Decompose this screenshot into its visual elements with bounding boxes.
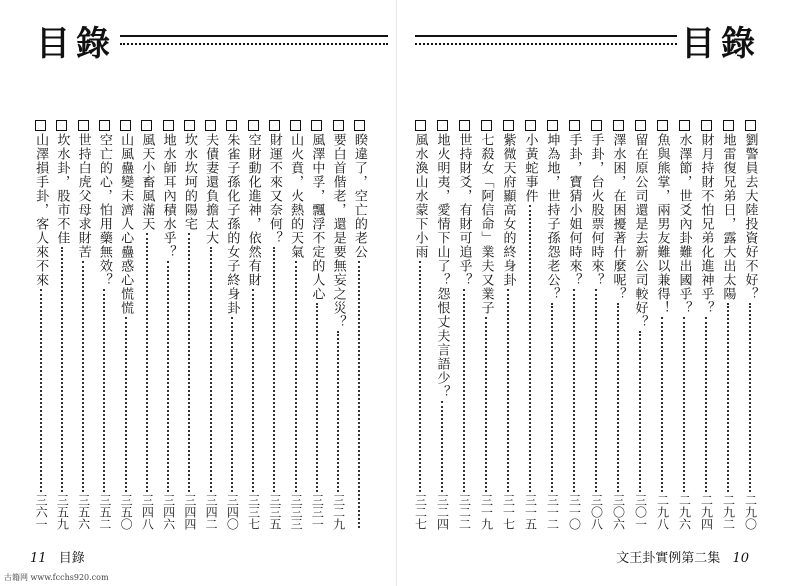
toc-entry-title: 風天小畜風滿天: [139, 133, 155, 231]
toc-entry[interactable]: [221, 120, 242, 530]
toc-entry-page: 三二七: [413, 494, 428, 530]
toc-entry-page: 三四六: [161, 494, 176, 530]
dot-leader: [252, 289, 254, 492]
right-title-rule: [415, 35, 677, 45]
checkbox-icon: [701, 120, 712, 131]
toc-entry[interactable]: [264, 120, 285, 530]
toc-entry[interactable]: [73, 120, 94, 530]
toc-entry-title: 澤水困，在困擾著什麼呢？: [610, 133, 626, 301]
toc-entry[interactable]: [695, 120, 717, 530]
toc-entry[interactable]: [200, 120, 221, 530]
toc-entry-page: 三一七: [501, 494, 516, 530]
watermark: 古籍网 www.fcchs920.com: [4, 573, 109, 582]
toc-entry[interactable]: [30, 120, 51, 530]
checkbox-icon: [333, 120, 344, 131]
toc-entry-page: 三五二: [97, 494, 112, 530]
toc-entry-page: 二九四: [699, 494, 714, 530]
left-footer-page-number: 11: [30, 551, 47, 566]
toc-entry-title: 要白首偕老，還是要無妄之災？: [330, 133, 346, 329]
toc-entry-page: 二九二: [721, 494, 736, 530]
dot-leader: [337, 331, 339, 492]
toc-entry[interactable]: [475, 120, 497, 530]
toc-entry-title: 空亡的心，怕用藥無效？: [96, 133, 112, 287]
toc-entry-page: 三二九: [331, 494, 346, 530]
toc-entry-title: 財運不來又奈何？: [266, 133, 282, 245]
toc-entry[interactable]: [349, 120, 370, 530]
dot-leader: [639, 331, 641, 492]
toc-entry[interactable]: [563, 120, 585, 530]
toc-entry-title: 世持財爻，有財可追乎？: [456, 133, 472, 287]
toc-entry-page: 三三一: [310, 494, 325, 530]
checkbox-icon: [569, 120, 580, 131]
toc-entry-page: 三〇八: [589, 494, 604, 530]
toc-entry-title: 風澤中孚，飄浮不定的人心: [309, 133, 325, 301]
checkbox-icon: [269, 120, 280, 131]
dot-leader: [125, 317, 127, 492]
right-toc-list: [409, 120, 761, 530]
dot-leader: [441, 401, 443, 492]
toc-entry-title: 手卦，台火股票何時來？: [588, 133, 604, 287]
checkbox-icon: [205, 120, 216, 131]
toc-entry[interactable]: [739, 120, 761, 530]
toc-entry[interactable]: [673, 120, 695, 530]
checkbox-icon: [290, 120, 301, 131]
toc-entry-page: 三四四: [182, 494, 197, 530]
dot-leader: [683, 317, 685, 492]
toc-entry-page: 三四二: [204, 494, 219, 530]
dot-leader: [419, 261, 421, 492]
toc-entry[interactable]: [51, 120, 72, 530]
checkbox-icon: [481, 120, 492, 131]
toc-entry-title: 水澤節，世爻內卦難出國乎？: [676, 133, 692, 315]
toc-entry-title: 世持白虎父母求財苦: [75, 133, 91, 259]
checkbox-icon: [35, 120, 46, 131]
dot-leader: [231, 317, 233, 492]
toc-entry[interactable]: [285, 120, 306, 530]
toc-entry-page: 三五〇: [119, 494, 134, 530]
toc-entry[interactable]: [306, 120, 327, 530]
right-page-title: 目錄: [681, 23, 761, 64]
right-page: [397, 0, 793, 586]
toc-entry-title: 山澤損手卦，客人來不來: [33, 133, 49, 287]
toc-entry-title: 劉警員去大陸投資好不好？: [742, 133, 758, 301]
dot-leader: [82, 261, 84, 492]
toc-entry-page: 三五九: [55, 494, 70, 530]
checkbox-icon: [525, 120, 536, 131]
dot-leader: [295, 261, 297, 492]
checkbox-icon: [503, 120, 514, 131]
toc-entry-page: 三四八: [140, 494, 155, 530]
toc-entry-page: 三三三: [289, 494, 304, 530]
toc-entry[interactable]: [243, 120, 264, 530]
toc-entry-page: 三一五: [523, 494, 538, 530]
toc-entry-title: 紫微天府顯高女的終身卦: [500, 133, 516, 287]
checkbox-icon: [679, 120, 690, 131]
toc-entry[interactable]: [136, 120, 157, 530]
toc-entry-title: 坎水卦，股市不佳: [54, 133, 70, 245]
checkbox-icon: [437, 120, 448, 131]
right-footer-page-number: 10: [732, 551, 749, 566]
toc-entry-title: 空財動化進神，依然有財: [245, 133, 261, 287]
toc-entry-title: 地火明夷，愛情下山了？怨恨丈夫言語少？: [434, 133, 450, 399]
checkbox-icon: [613, 120, 624, 131]
left-title-rule: [120, 35, 388, 45]
checkbox-icon: [354, 120, 365, 131]
checkbox-icon: [547, 120, 558, 131]
dot-leader: [273, 247, 275, 492]
toc-entry-page: 三二二: [457, 494, 472, 530]
checkbox-icon: [745, 120, 756, 131]
toc-entry[interactable]: [158, 120, 179, 530]
dot-leader: [146, 233, 148, 492]
toc-entry-title: 財月持財不怕兄弟化進神乎？: [698, 133, 714, 315]
right-title-row: [411, 18, 761, 62]
checkbox-icon: [248, 120, 259, 131]
toc-entry-page: 二九〇: [743, 494, 758, 530]
toc-entry[interactable]: [409, 120, 431, 530]
checkbox-icon: [657, 120, 668, 131]
dot-leader: [529, 205, 531, 492]
dot-leader: [573, 289, 575, 492]
toc-entry[interactable]: [519, 120, 541, 530]
toc-entry[interactable]: [607, 120, 629, 530]
checkbox-icon: [56, 120, 67, 131]
toc-entry-title: 手卦，寶猜小姐何時來？: [566, 133, 582, 287]
toc-entry-title: 地雷復兄弟日，露大出太陽: [720, 133, 736, 301]
left-title-row: [36, 18, 392, 62]
right-footer: [616, 547, 749, 566]
toc-entry-title: 坎水坎坷的陽宅: [181, 133, 197, 231]
dot-leader: [705, 317, 707, 492]
toc-entry-page: 三三七: [246, 494, 261, 530]
checkbox-icon: [459, 120, 470, 131]
dot-leader: [749, 303, 751, 492]
checkbox-icon: [311, 120, 322, 131]
checkbox-icon: [415, 120, 426, 131]
dot-leader: [61, 247, 63, 492]
toc-entry-page: 二九六: [677, 494, 692, 530]
toc-entry[interactable]: [115, 120, 136, 530]
toc-entry-title: 山風蠱變未濟人心蠱惑心慌慌: [118, 133, 134, 315]
checkbox-icon: [141, 120, 152, 131]
dot-leader: [661, 317, 663, 492]
toc-entry-title: 山火賁，火熱的天氣: [288, 133, 304, 259]
toc-entry-page: 二九八: [655, 494, 670, 530]
toc-entry-title: 坤為地，世持子孫怨老公？: [544, 133, 560, 301]
checkbox-icon: [163, 120, 174, 131]
toc-entry[interactable]: [328, 120, 349, 530]
toc-entry-page: 三五六: [76, 494, 91, 530]
toc-entry-title: 留在原公司還是去新公司較好？: [632, 133, 648, 329]
dot-leader: [210, 247, 212, 492]
toc-entry-page: 三一九: [479, 494, 494, 530]
checkbox-icon: [99, 120, 110, 131]
dot-leader: [316, 303, 318, 492]
dot-leader: [40, 289, 42, 492]
checkbox-icon: [226, 120, 237, 131]
toc-entry-title: 風水渙山水蒙下小雨: [412, 133, 428, 259]
toc-entry[interactable]: [431, 120, 453, 530]
left-footer: [30, 547, 85, 566]
right-footer-label: 文王卦實例第二集: [616, 551, 721, 566]
checkbox-icon: [78, 120, 89, 131]
checkbox-icon: [184, 120, 195, 131]
dot-leader: [463, 289, 465, 492]
toc-entry-page: 三一二: [545, 494, 560, 530]
toc-entry-page: 三一〇: [567, 494, 582, 530]
toc-entry-page: 三四〇: [225, 494, 240, 530]
dot-leader: [727, 303, 729, 492]
dot-leader: [188, 233, 190, 492]
checkbox-icon: [591, 120, 602, 131]
toc-entry[interactable]: [717, 120, 739, 530]
dot-leader: [358, 261, 360, 528]
dot-leader: [595, 289, 597, 492]
toc-entry[interactable]: [651, 120, 673, 530]
toc-entry-title: 七殺女「阿信命」業夫又業子: [478, 133, 494, 315]
toc-entry[interactable]: [585, 120, 607, 530]
left-footer-label: 目錄: [58, 551, 85, 566]
dot-leader: [617, 303, 619, 492]
toc-entry-page: 三六一: [34, 494, 49, 530]
toc-entry-title: 小黃蛇事件: [522, 133, 538, 203]
toc-entry[interactable]: [453, 120, 475, 530]
toc-entry-page: 三二四: [435, 494, 450, 530]
toc-entry-page: 三〇六: [611, 494, 626, 530]
dot-leader: [507, 289, 509, 492]
dot-leader: [485, 317, 487, 492]
checkbox-icon: [723, 120, 734, 131]
dot-leader: [103, 289, 105, 492]
left-page: [0, 0, 396, 586]
toc-entry[interactable]: [94, 120, 115, 530]
toc-entry[interactable]: [629, 120, 651, 530]
left-toc-list: [30, 120, 370, 530]
left-page-title: 目錄: [36, 23, 116, 64]
toc-entry[interactable]: [497, 120, 519, 530]
toc-entry-title: 睽違了，空亡的老公: [351, 133, 367, 259]
toc-entry-title: 地水師耳內積水乎？: [160, 133, 176, 259]
dot-leader: [551, 303, 553, 492]
toc-entry[interactable]: [541, 120, 563, 530]
checkbox-icon: [635, 120, 646, 131]
toc-entry-page: 三三五: [267, 494, 282, 530]
toc-entry-title: 魚與熊掌，兩男友難以兼得！: [654, 133, 670, 315]
toc-entry[interactable]: [179, 120, 200, 530]
toc-entry-title: 夫債妻還負擔太大: [203, 133, 219, 245]
checkbox-icon: [120, 120, 131, 131]
toc-entry-title: 朱雀子孫化子孫的女子終身卦: [224, 133, 240, 315]
dot-leader: [167, 261, 169, 492]
toc-entry-page: 三〇一: [633, 494, 648, 530]
